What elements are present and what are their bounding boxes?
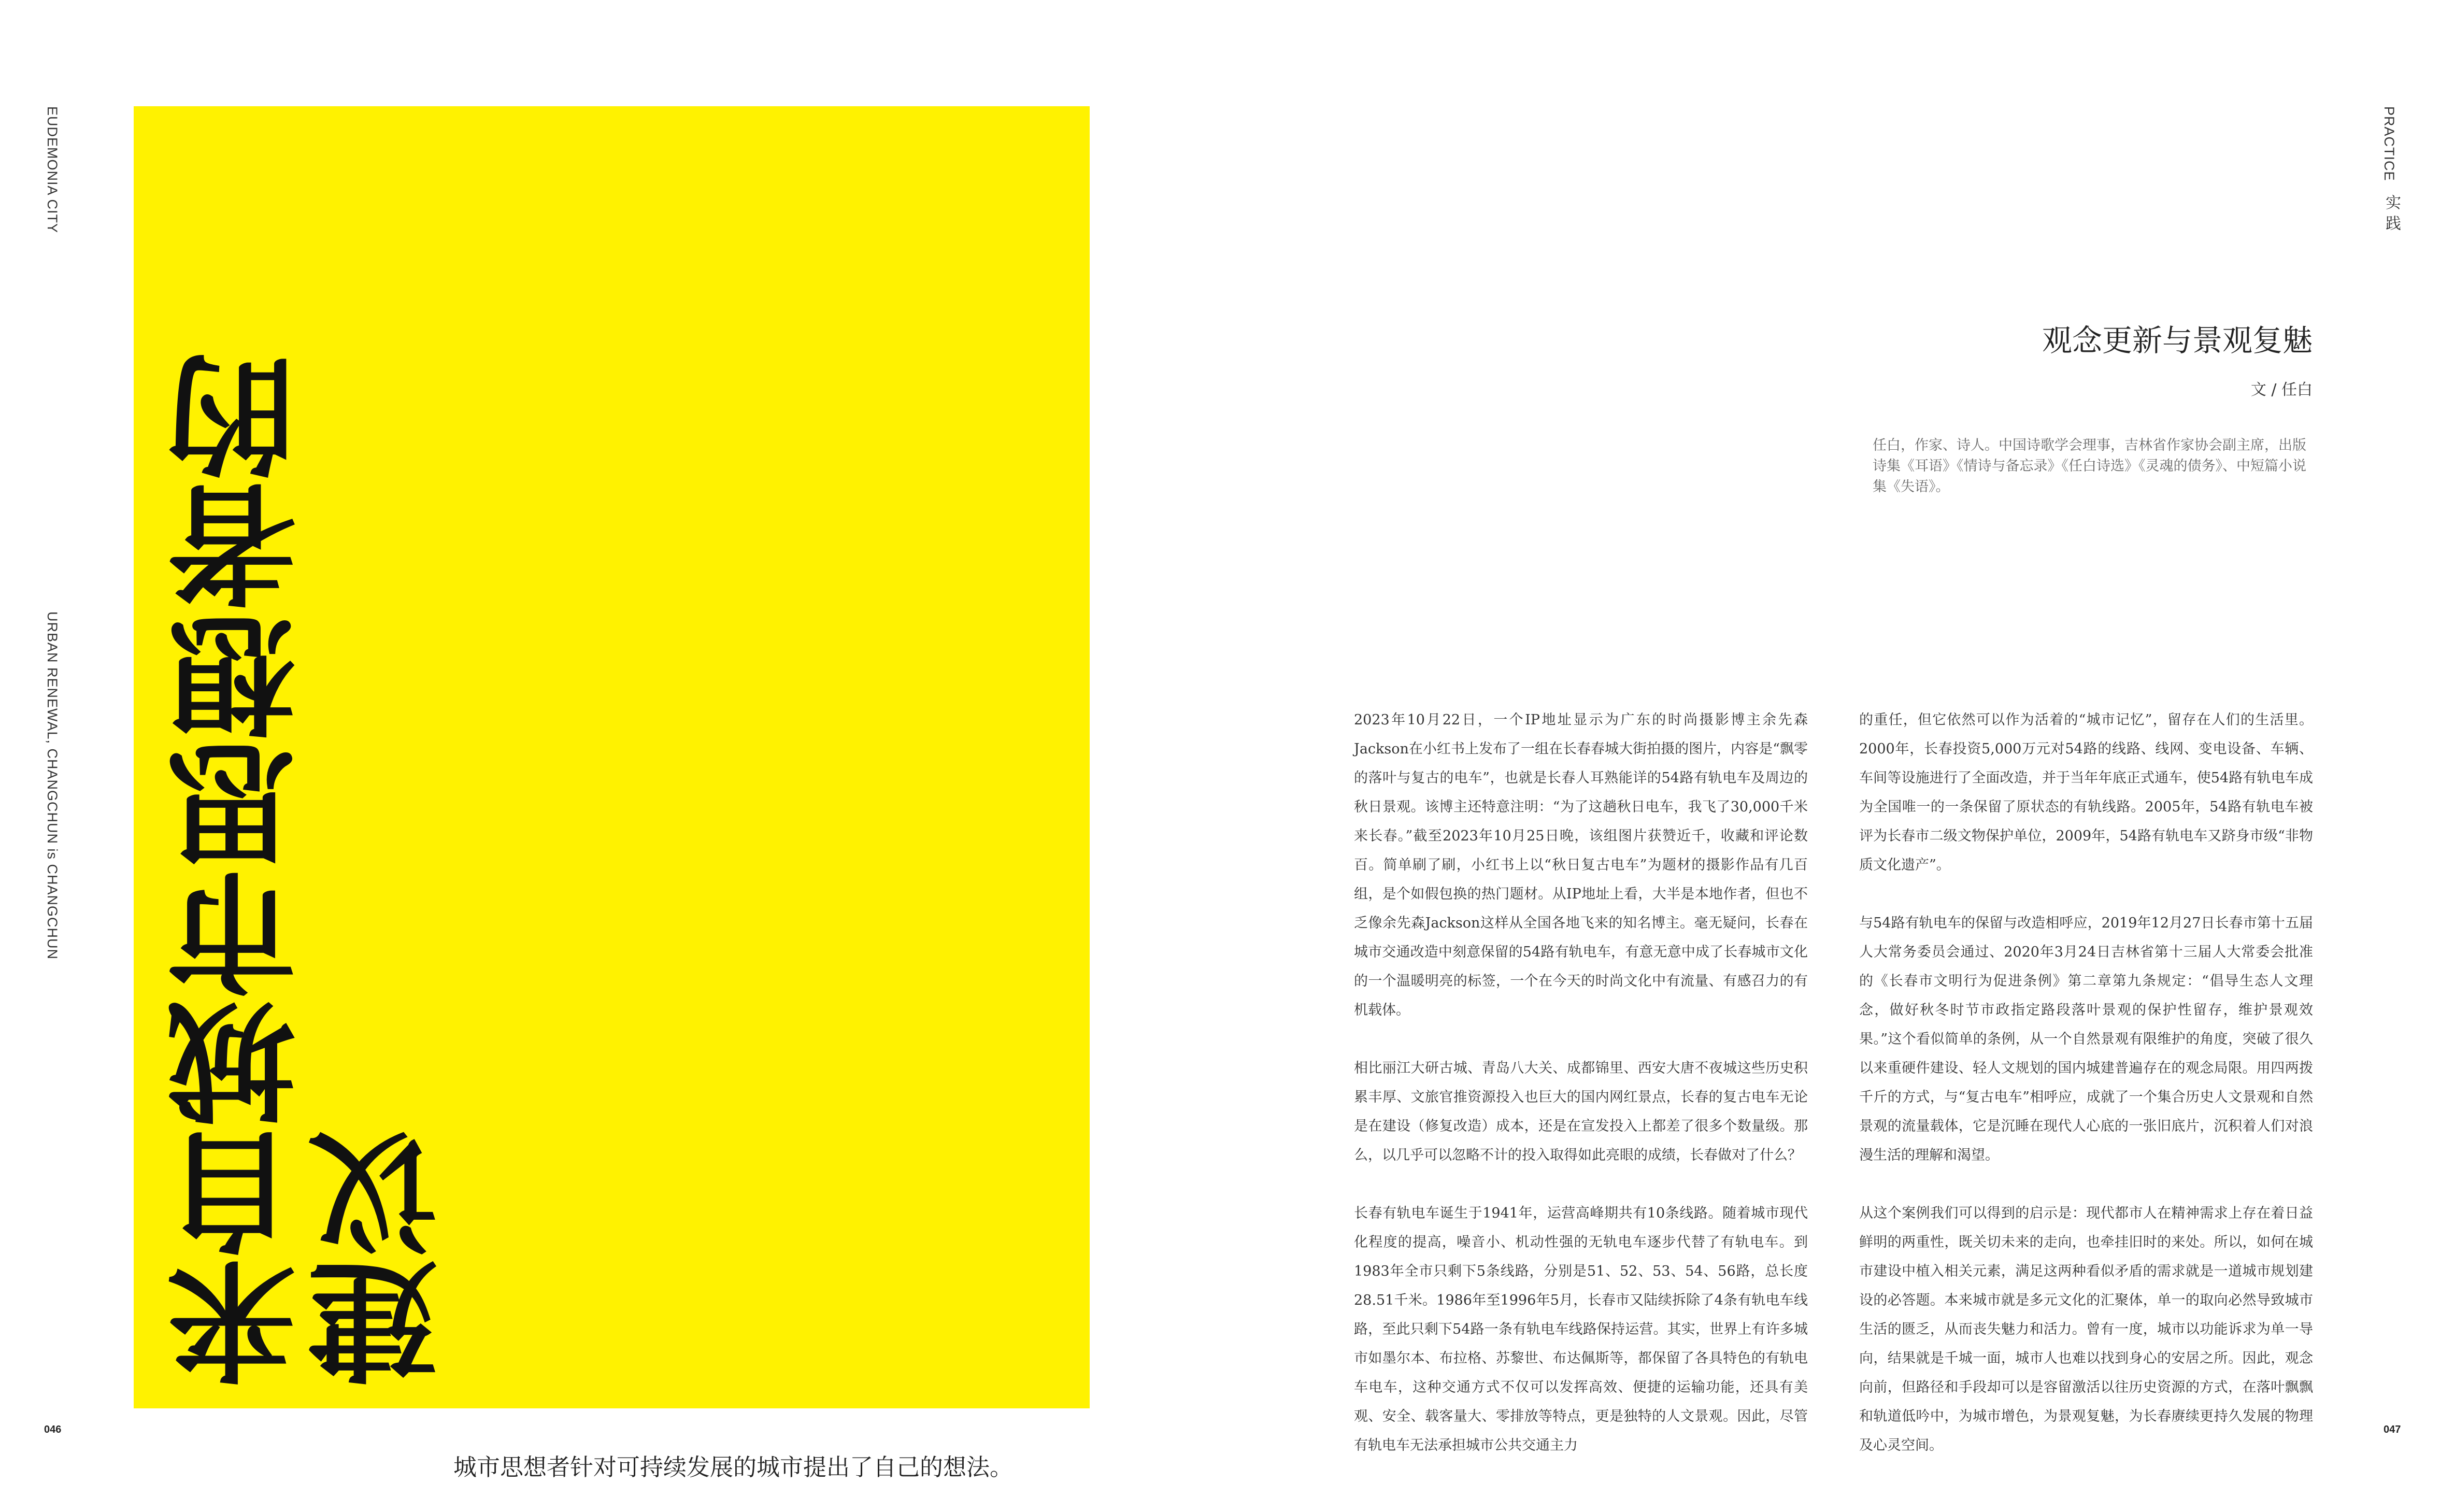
- feature-title-line-2: 建议: [308, 1129, 459, 1388]
- column-label-cn: 实践: [2382, 194, 2401, 236]
- magazine-section-label: EUDEMONIA CITY: [45, 106, 60, 234]
- paragraph: 长春有轨电车诞生于1941年，运营高峰期共有10条线路。随着城市现代化程度的提高，噪音小、机动性强的无轨电车逐步代替了有轨电车。到1983年全市只剩下5条线路，分别是51、52、53、54、56路，总长度28.51千米。1986年至1996年5月，长春市又陆续拆除了4条有轨电车线路，至此只剩下54路一条有轨电车线路保持运营。其实，世界上有许多城市如墨尔本、布拉格、苏黎世、布达佩斯等，都保留了各具特色的有轨电车电车，这种交通方式不仅可以发挥高效、便捷的运输功能，还具有美观、安全、载客量大、零排放等特点，更是独特的人文景观。因此，尽管有轨电车无法承担城市公共交通主力: [1354, 1205, 1808, 1453]
- paragraph: 从这个案例我们可以得到的启示是：现代都市人在精神需求上存在着日益鲜明的两重性，既关切未来的走向，也牵挂旧时的来处。所以，如何在城市建设中植入相关元素，满足这两种看似矛盾的需求就是一道城市规划建设的必答题。本来城市就是多元文化的汇聚体，单一的取向必然导致城市生活的匮乏，从而丧失魅力和活力。曾有一度，城市以功能诉求为单一导向，结果就是千城一面，城市人也难以找到身心的安居之所。因此，观念向前，但路径和手段却可以是容留激活以往历史资源的方式，在落叶飘飘和轨道低吟中，为城市增色，为景观复魅，为长春赓续更持久发展的物理及心灵空间。: [1859, 1205, 2313, 1453]
- article-title: 观念更新与景观复魅: [2042, 323, 2313, 358]
- paragraph: 相比丽江大研古城、青岛八大关、成都锦里、西安大唐不夜城这些历史积累丰厚、文旅官推资源投入也巨大的国内网红景点，长春的复古电车无论是在建设（修复改造）成本，还是在宣发投入上都差了很多个数量级。那么，以几乎可以忽略不计的投入取得如此亮眼的成绩，长春做对了什么？: [1354, 1060, 1808, 1163]
- paragraph: 2023年10月22日，一个IP地址显示为广东的时尚摄影博主余先森Jackson在小红书上发布了一组在长春春城大街拍摄的图片，内容是“飘零的落叶与复古的电车”，也就是长春人耳熟能详的54路有轨电车及周边的秋日景观。该博主还特意注明：“为了这趟秋日电车，我飞了30,000千米来长春。”截至2023年10月25日晚，该组图片获赞近千，收藏和评论数百。简单刷了刷，小红书上以“秋日复古电车”为题材的摄影作品有几百组，是个如假包换的热门题材。从IP地址上看，大半是本地作者，但也不乏像余先森Jackson这样从全国各地飞来的知名博主。毫无疑问，长春在城市交通改造中刻意保留的54路有轨电车，有意无意中成了长春城市文化的一个温暖明亮的标签，一个在今天的时尚文化中有流量、有感召力的有机载体。: [1354, 712, 1808, 1018]
- column-label-en: PRACTICE: [2381, 106, 2397, 181]
- issue-theme-label: URBAN RENEWAL, CHANGCHUN is CHANGCHUN: [45, 611, 60, 960]
- author-bio: 任白，作家、诗人。中国诗歌学会理事，吉林省作家协会副主席，出版诗集《耳语》《情诗与备忘录》《任白诗选》《灵魂的债务》、中短篇小说集《失语》。: [1873, 437, 2306, 495]
- feature-subtitle: 城市思想者针对可持续发展的城市提出了自己的想法。: [453, 1453, 1014, 1481]
- article-column-1: [1354, 706, 1808, 1489]
- article-byline: 文 / 任白: [2250, 381, 2313, 399]
- feature-title-block: [134, 106, 1090, 1481]
- article-column-2: [1859, 706, 2313, 1489]
- paragraph: 的重任，但它依然可以作为活着的“城市记忆”，留存在人们的生活里。2000年，长春投资5,000万元对54路的线路、线网、变电设备、车辆、车间等设施进行了全面改造，并于当年年底正式通车，使54路有轨电车成为全国唯一的一条保留了原状态的有轨线路。2005年，54路有轨电车被评为长春市二级文物保护单位，2009年，54路有轨电车又跻身市级“非物质文化遗产”。: [1859, 712, 2313, 873]
- paragraph: 与54路有轨电车的保留与改造相呼应，2019年12月27日长春市第十五届人大常务委员会通过、2020年3月24日吉林省第十三届人大常委会批准的《长春市文明行为促进条例》第二章第九条规定：“倡导生态人文理念，做好秋冬时节市政指定路段落叶景观的保护性留存，维护景观效果。”这个看似简单的条例，从一个自然景观有限维护的角度，突破了很久以来重硬件建设、轻人文规划的国内城建普遍存在的观念局限。用四两拨千斤的方式，与“复古电车”相呼应，成就了一个集合历史人文景观和自然景观的流量载体，它是沉睡在现代人心底的一张旧底片，沉积着人们对浪漫生活的理解和渴望。: [1859, 915, 2313, 1163]
- page-number-left: 046: [44, 1424, 62, 1435]
- page-number-right: 047: [2384, 1424, 2401, 1435]
- feature-title-line-1: 来自城市思想者的: [167, 351, 318, 1388]
